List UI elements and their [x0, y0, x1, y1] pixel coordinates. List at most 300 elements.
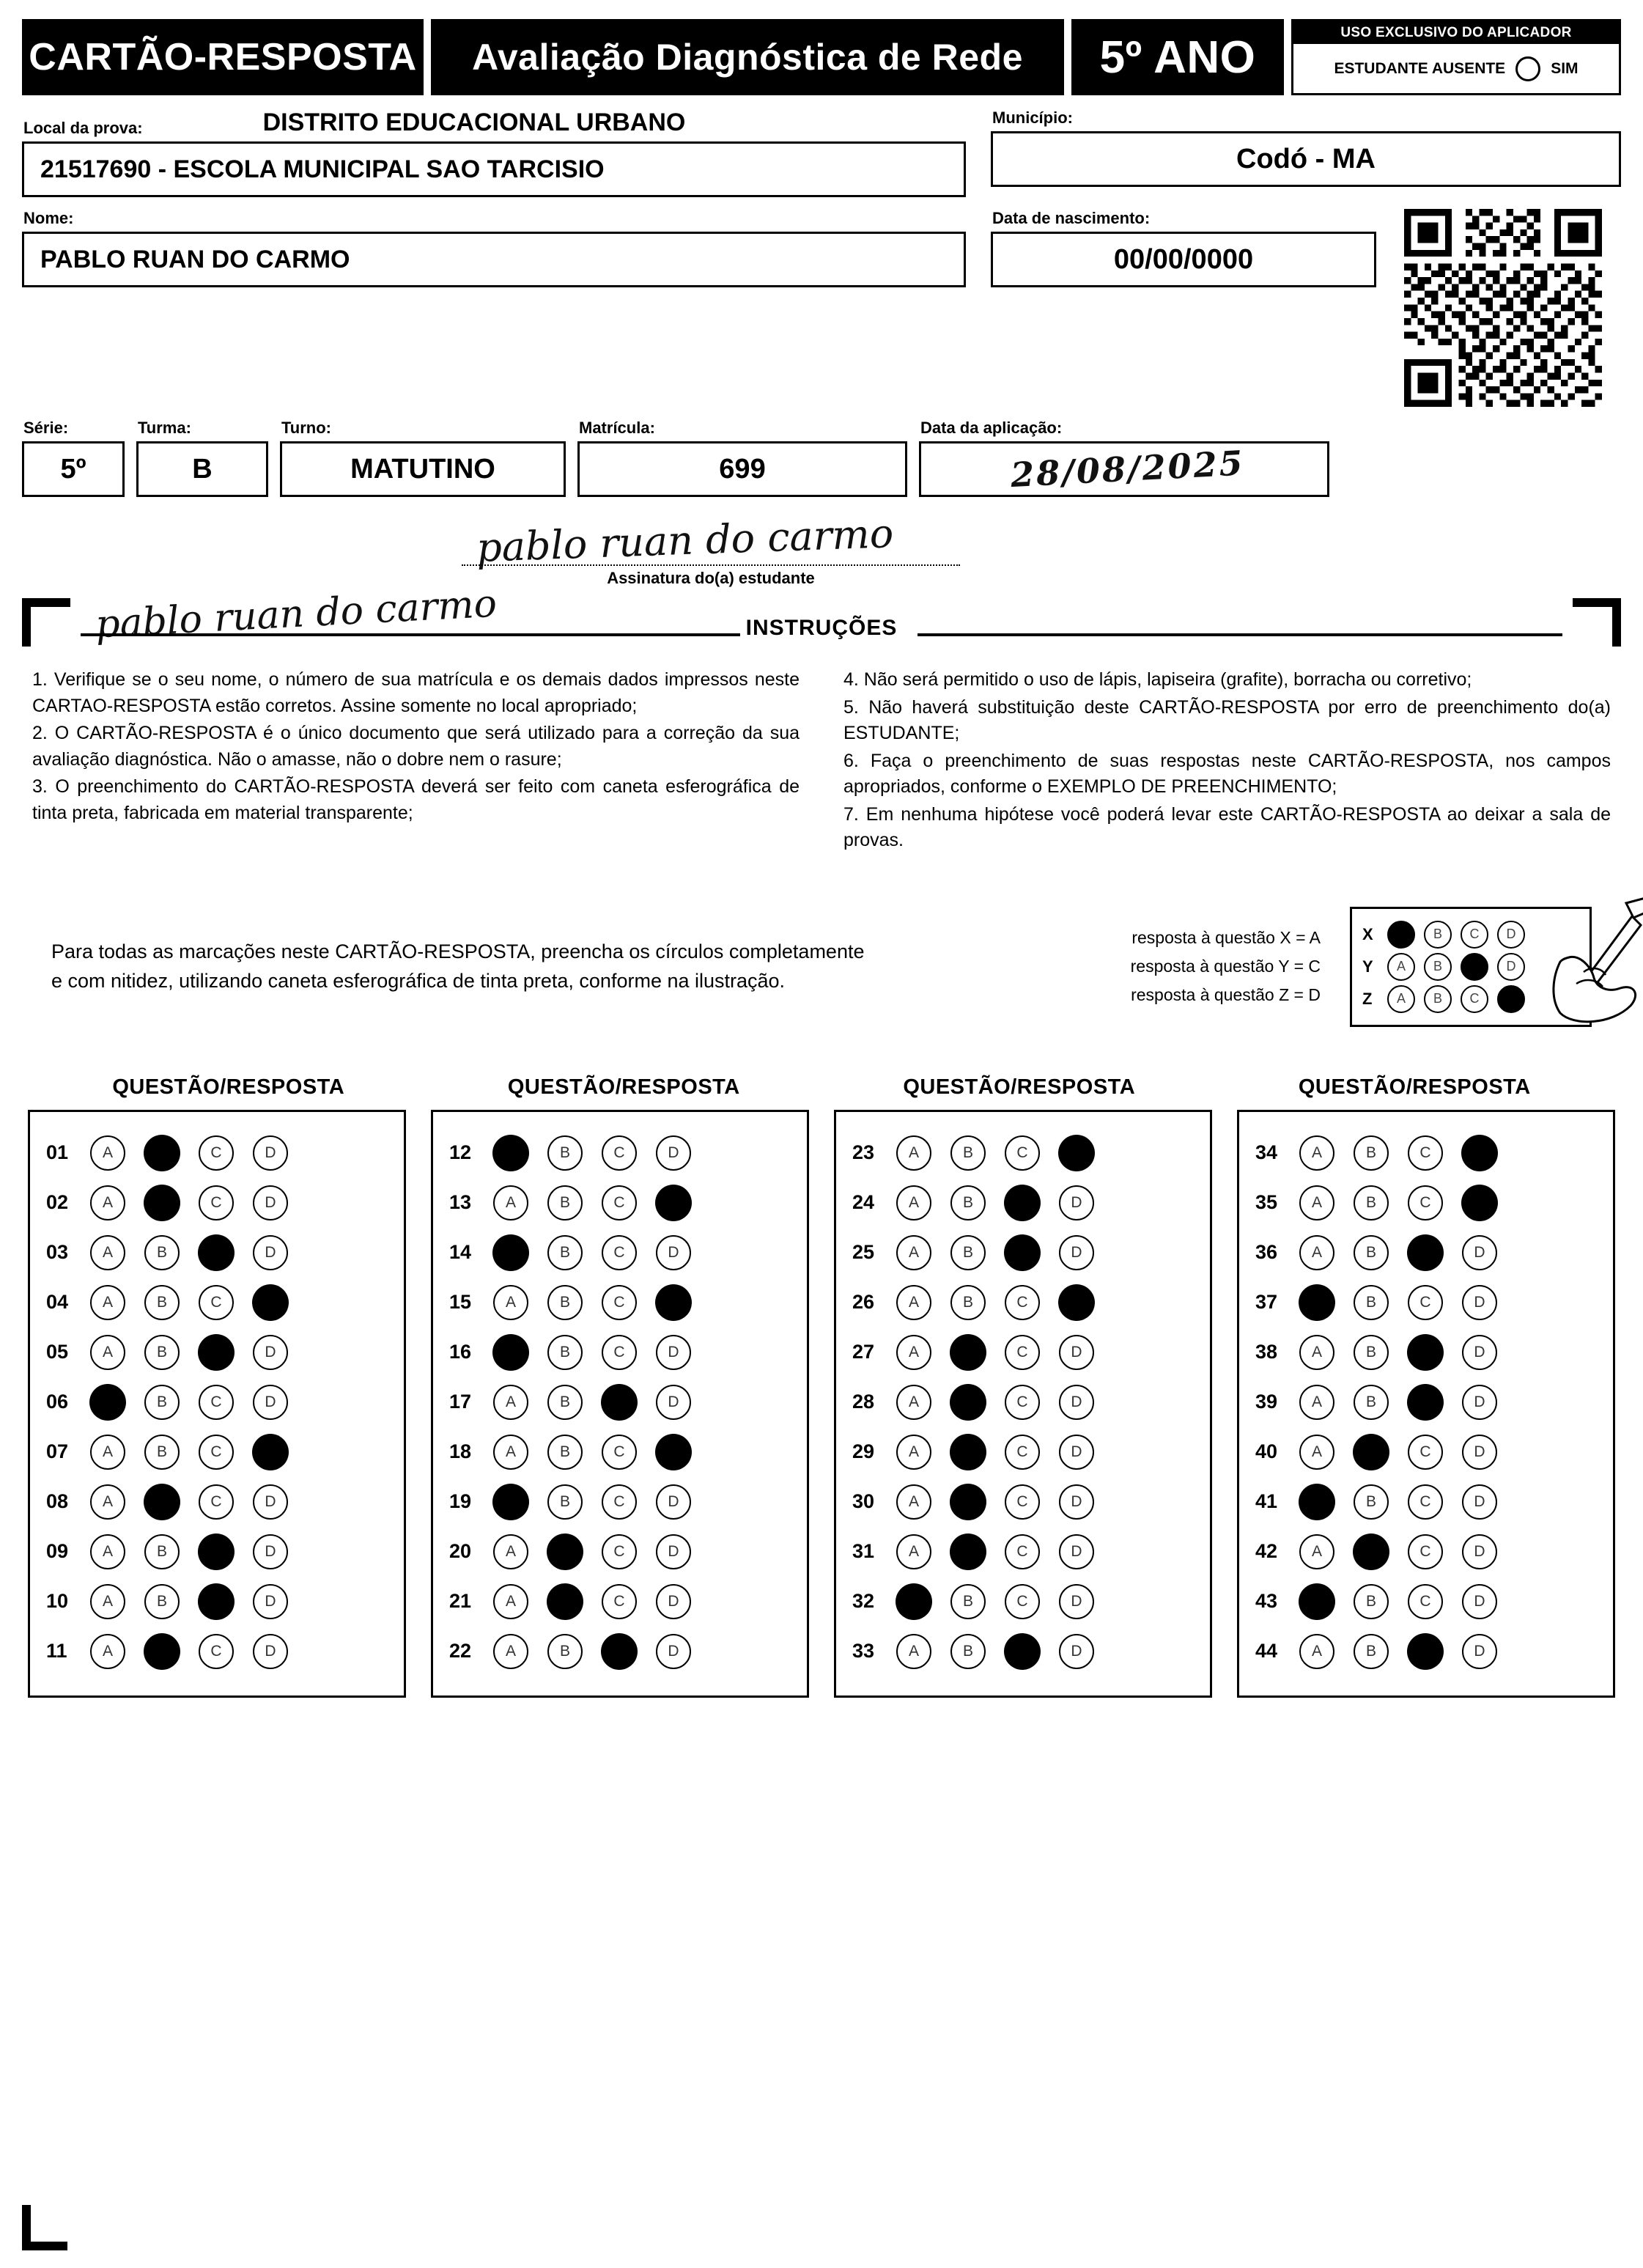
answer-bubble-15-c[interactable]: C — [602, 1285, 637, 1320]
question-row — [445, 1228, 795, 1278]
answer-bubble-23-d[interactable]: D — [1059, 1135, 1094, 1171]
option-bubbles — [1299, 1235, 1497, 1270]
question-number: 35 — [1255, 1191, 1278, 1213]
option-bubbles — [90, 1335, 288, 1370]
question-number: 23 — [852, 1141, 875, 1163]
answer-bubble-44-c[interactable]: C — [1408, 1634, 1443, 1669]
answer-bubble-03-d[interactable]: D — [253, 1235, 288, 1270]
grade-badge: 5º ANO — [1071, 19, 1284, 95]
answer-bubble-12-b[interactable]: B — [547, 1135, 583, 1171]
question-row — [445, 1128, 795, 1178]
answer-bubble-28-a[interactable]: A — [896, 1385, 931, 1420]
answer-bubble-11-c[interactable]: C — [199, 1634, 234, 1669]
example-bubble-c[interactable]: C — [1461, 921, 1488, 949]
instructions-body — [22, 667, 1621, 855]
turma-block — [136, 419, 268, 497]
answer-bubble-07-d[interactable]: D — [253, 1435, 288, 1470]
answer-bubble-33-d[interactable]: D — [1059, 1634, 1094, 1669]
answer-bubble-35-d[interactable]: D — [1462, 1185, 1497, 1220]
answer-bubble-17-a[interactable]: A — [493, 1385, 528, 1420]
answer-bubble-29-c[interactable]: C — [1005, 1435, 1040, 1470]
answer-bubble-21-d[interactable]: D — [656, 1584, 691, 1619]
school-field: 21517690 - ESCOLA MUNICIPAL SAO TARCISIO — [22, 141, 966, 197]
answer-bubble-20-a[interactable]: A — [493, 1534, 528, 1569]
answer-bubble-27-c[interactable]: C — [1005, 1335, 1040, 1370]
question-row — [42, 1627, 392, 1676]
option-bubbles — [493, 1335, 691, 1370]
question-number: 39 — [1255, 1391, 1278, 1413]
answer-bubble-11-a[interactable]: A — [90, 1634, 125, 1669]
answer-bubble-23-b[interactable]: B — [950, 1135, 986, 1171]
answer-bubble-36-d[interactable]: D — [1462, 1235, 1497, 1270]
answer-bubble-26-b[interactable]: B — [950, 1285, 986, 1320]
answer-bubble-42-c[interactable]: C — [1408, 1534, 1443, 1569]
answer-grid-column — [28, 1110, 406, 1698]
answer-bubble-24-b[interactable]: B — [950, 1185, 986, 1220]
question-row — [1251, 1477, 1601, 1527]
example-bubble-a[interactable]: A — [1387, 953, 1415, 981]
answer-bubble-43-c[interactable]: C — [1408, 1584, 1443, 1619]
answer-bubble-24-c[interactable]: C — [1005, 1185, 1040, 1220]
option-bubbles — [90, 1435, 288, 1470]
answer-bubble-40-a[interactable]: A — [1299, 1435, 1334, 1470]
answer-bubble-09-c[interactable]: C — [199, 1534, 234, 1569]
answer-bubble-10-d[interactable]: D — [253, 1584, 288, 1619]
absent-bubble[interactable] — [1515, 56, 1540, 81]
answer-bubble-36-c[interactable]: C — [1408, 1235, 1443, 1270]
answer-bubble-07-b[interactable]: B — [144, 1435, 180, 1470]
answer-bubble-17-b[interactable]: B — [547, 1385, 583, 1420]
option-bubbles — [896, 1185, 1094, 1220]
answer-bubble-05-c[interactable]: C — [199, 1335, 234, 1370]
answer-bubble-18-b[interactable]: B — [547, 1435, 583, 1470]
example-bubble-b[interactable]: B — [1424, 985, 1452, 1013]
option-bubbles — [1299, 1385, 1497, 1420]
option-bubbles — [896, 1135, 1094, 1171]
answer-bubble-05-b[interactable]: B — [144, 1335, 180, 1370]
answer-bubble-35-a[interactable]: A — [1299, 1185, 1334, 1220]
option-bubbles — [896, 1335, 1094, 1370]
example-bubble-a[interactable]: A — [1387, 921, 1415, 949]
signature-dotted-line — [462, 564, 960, 566]
instruction-item: 5. Não haverá substituição deste CARTÃO-RESPOSTA por erro de preenchimento do(a) ESTUDANTE; — [843, 696, 1611, 743]
answer-bubble-02-c[interactable]: C — [199, 1185, 234, 1220]
answer-bubble-16-c[interactable]: C — [602, 1335, 637, 1370]
question-number: 14 — [449, 1241, 472, 1263]
answer-bubble-18-a[interactable]: A — [493, 1435, 528, 1470]
example-row-label: Y — [1362, 957, 1373, 976]
answer-bubble-33-a[interactable]: A — [896, 1634, 931, 1669]
answer-bubble-04-a[interactable]: A — [90, 1285, 125, 1320]
option-bubbles — [1299, 1135, 1497, 1171]
answer-bubble-37-c[interactable]: C — [1408, 1285, 1443, 1320]
example-bubble-b[interactable]: B — [1424, 921, 1452, 949]
question-row — [445, 1278, 795, 1328]
question-number: 02 — [46, 1191, 69, 1213]
answer-bubble-34-a[interactable]: A — [1299, 1135, 1334, 1171]
answer-bubble-20-c[interactable]: C — [602, 1534, 637, 1569]
answer-bubble-08-a[interactable]: A — [90, 1484, 125, 1520]
example-bubble-b[interactable]: B — [1424, 953, 1452, 981]
question-row — [445, 1477, 795, 1527]
answer-bubble-14-a[interactable]: A — [493, 1235, 528, 1270]
option-bubbles — [493, 1584, 691, 1619]
answer-bubble-05-d[interactable]: D — [253, 1335, 288, 1370]
answer-bubble-02-a[interactable]: A — [90, 1185, 125, 1220]
answer-bubble-31-d[interactable]: D — [1059, 1534, 1094, 1569]
answer-bubble-34-d[interactable]: D — [1462, 1135, 1497, 1171]
answer-bubble-03-a[interactable]: A — [90, 1235, 125, 1270]
answer-bubble-19-a[interactable]: A — [493, 1484, 528, 1520]
exam-title: Avaliação Diagnóstica de Rede — [431, 19, 1064, 95]
answer-bubble-20-b[interactable]: B — [547, 1534, 583, 1569]
question-row — [848, 1427, 1198, 1477]
answer-bubble-08-d[interactable]: D — [253, 1484, 288, 1520]
absent-label: ESTUDANTE AUSENTE — [1334, 59, 1506, 77]
option-bubbles — [493, 1534, 691, 1569]
answer-bubble-24-d[interactable]: D — [1059, 1185, 1094, 1220]
answer-bubble-07-c[interactable]: C — [199, 1435, 234, 1470]
answer-bubble-29-b[interactable]: B — [950, 1435, 986, 1470]
answer-bubble-17-c[interactable]: C — [602, 1385, 637, 1420]
answer-bubble-13-b[interactable]: B — [547, 1185, 583, 1220]
answer-bubble-21-c[interactable]: C — [602, 1584, 637, 1619]
signature-area — [22, 510, 1621, 595]
alignment-corner-bottom-left — [22, 2205, 67, 2250]
question-row — [1251, 1527, 1601, 1577]
answer-bubble-33-b[interactable]: B — [950, 1634, 986, 1669]
answer-bubble-04-d[interactable]: D — [253, 1285, 288, 1320]
answer-bubble-11-d[interactable]: D — [253, 1634, 288, 1669]
answer-bubble-17-d[interactable]: D — [656, 1385, 691, 1420]
answer-bubble-30-b[interactable]: B — [950, 1484, 986, 1520]
answer-bubble-23-c[interactable]: C — [1005, 1135, 1040, 1171]
question-row — [1251, 1627, 1601, 1676]
answer-bubble-12-a[interactable]: A — [493, 1135, 528, 1171]
answer-bubble-37-b[interactable]: B — [1354, 1285, 1389, 1320]
answer-bubble-44-a[interactable]: A — [1299, 1634, 1334, 1669]
question-row — [42, 1128, 392, 1178]
answer-bubble-34-c[interactable]: C — [1408, 1135, 1443, 1171]
instructions-column-left — [32, 667, 800, 855]
question-row — [1251, 1128, 1601, 1178]
example-bubble-d[interactable]: D — [1497, 953, 1525, 981]
answer-bubble-26-a[interactable]: A — [896, 1285, 931, 1320]
option-bubbles — [90, 1584, 288, 1619]
answer-bubble-19-c[interactable]: C — [602, 1484, 637, 1520]
answer-bubble-18-d[interactable]: D — [656, 1435, 691, 1470]
example-bubble-d[interactable]: D — [1497, 985, 1525, 1013]
answer-bubble-22-c[interactable]: C — [602, 1634, 637, 1669]
answer-bubble-26-d[interactable]: D — [1059, 1285, 1094, 1320]
answer-bubble-32-b[interactable]: B — [950, 1584, 986, 1619]
local-municipio-section — [22, 108, 1621, 197]
answer-bubble-03-b[interactable]: B — [144, 1235, 180, 1270]
option-bubbles — [896, 1634, 1094, 1669]
answer-bubble-23-a[interactable]: A — [896, 1135, 931, 1171]
answer-bubble-16-b[interactable]: B — [547, 1335, 583, 1370]
answer-bubble-29-d[interactable]: D — [1059, 1435, 1094, 1470]
answer-bubble-22-b[interactable]: B — [547, 1634, 583, 1669]
answer-bubble-20-d[interactable]: D — [656, 1534, 691, 1569]
matricula-label: Matrícula: — [579, 419, 655, 437]
answer-bubble-25-a[interactable]: A — [896, 1235, 931, 1270]
answer-bubble-38-d[interactable]: D — [1462, 1335, 1497, 1370]
answer-bubble-15-b[interactable]: B — [547, 1285, 583, 1320]
answer-bubble-19-b[interactable]: B — [547, 1484, 583, 1520]
answer-bubble-15-d[interactable]: D — [656, 1285, 691, 1320]
answer-bubble-35-c[interactable]: C — [1408, 1185, 1443, 1220]
answer-bubble-31-b[interactable]: B — [950, 1534, 986, 1569]
question-row — [445, 1427, 795, 1477]
answer-bubble-24-a[interactable]: A — [896, 1185, 931, 1220]
question-row — [445, 1577, 795, 1627]
question-number: 41 — [1255, 1490, 1278, 1512]
answer-bubble-14-c[interactable]: C — [602, 1235, 637, 1270]
student-signature: pablo ruan do carmo — [476, 510, 895, 571]
turma-field: B — [136, 441, 268, 497]
answer-bubble-31-c[interactable]: C — [1005, 1534, 1040, 1569]
answer-bubble-16-d[interactable]: D — [656, 1335, 691, 1370]
question-number: 06 — [46, 1391, 69, 1413]
answer-bubble-30-d[interactable]: D — [1059, 1484, 1094, 1520]
answer-bubble-29-a[interactable]: A — [896, 1435, 931, 1470]
option-bubbles — [1299, 1534, 1497, 1569]
question-number: 37 — [1255, 1291, 1278, 1313]
answer-bubble-32-c[interactable]: C — [1005, 1584, 1040, 1619]
instructions-title: INSTRUÇÕES — [745, 616, 898, 640]
aplicacao-handwriting: 28/08/2025 — [1009, 443, 1247, 496]
option-bubbles — [1299, 1285, 1497, 1320]
answer-bubble-41-b[interactable]: B — [1354, 1484, 1389, 1520]
question-row — [848, 1527, 1198, 1577]
answer-bubble-39-d[interactable]: D — [1462, 1385, 1497, 1420]
answer-bubble-44-d[interactable]: D — [1462, 1634, 1497, 1669]
answer-bubble-04-b[interactable]: B — [144, 1285, 180, 1320]
option-bubbles — [90, 1484, 288, 1520]
answer-bubble-39-a[interactable]: A — [1299, 1385, 1334, 1420]
answer-grid-titles — [22, 1075, 1621, 1100]
answer-bubble-10-a[interactable]: A — [90, 1584, 125, 1619]
option-bubbles — [493, 1435, 691, 1470]
answer-bubble-28-b[interactable]: B — [950, 1385, 986, 1420]
answer-bubble-06-d[interactable]: D — [253, 1385, 288, 1420]
answer-bubble-01-a[interactable]: A — [90, 1135, 125, 1171]
nascimento-block — [966, 209, 1376, 407]
option-bubbles — [493, 1385, 691, 1420]
question-number: 17 — [449, 1391, 472, 1413]
serie-label: Série: — [23, 419, 69, 437]
answer-bubble-04-c[interactable]: C — [199, 1285, 234, 1320]
answer-bubble-41-d[interactable]: D — [1462, 1484, 1497, 1520]
question-number: 27 — [852, 1341, 875, 1363]
question-number: 16 — [449, 1341, 472, 1363]
answer-bubble-02-d[interactable]: D — [253, 1185, 288, 1220]
answer-bubble-30-a[interactable]: A — [896, 1484, 931, 1520]
nome-block — [22, 209, 966, 407]
answer-bubble-44-b[interactable]: B — [1354, 1634, 1389, 1669]
question-row — [1251, 1278, 1601, 1328]
answer-bubble-06-c[interactable]: C — [199, 1385, 234, 1420]
option-bubbles — [1299, 1584, 1497, 1619]
answer-bubble-42-a[interactable]: A — [1299, 1534, 1334, 1569]
answer-bubble-42-b[interactable]: B — [1354, 1534, 1389, 1569]
answer-bubble-25-b[interactable]: B — [950, 1235, 986, 1270]
answer-bubble-31-a[interactable]: A — [896, 1534, 931, 1569]
answer-bubble-01-d[interactable]: D — [253, 1135, 288, 1171]
nome-field: PABLO RUAN DO CARMO — [22, 232, 966, 287]
answer-bubble-13-a[interactable]: A — [493, 1185, 528, 1220]
question-row — [445, 1527, 795, 1577]
answer-bubble-27-a[interactable]: A — [896, 1335, 931, 1370]
question-row — [848, 1577, 1198, 1627]
answer-bubble-27-d[interactable]: D — [1059, 1335, 1094, 1370]
answer-bubble-19-d[interactable]: D — [656, 1484, 691, 1520]
question-row — [42, 1178, 392, 1228]
answer-bubble-30-c[interactable]: C — [1005, 1484, 1040, 1520]
answer-bubble-16-a[interactable]: A — [493, 1335, 528, 1370]
serie-block — [22, 419, 125, 497]
answer-bubble-25-c[interactable]: C — [1005, 1235, 1040, 1270]
answer-bubble-43-d[interactable]: D — [1462, 1584, 1497, 1619]
answer-bubble-37-d[interactable]: D — [1462, 1285, 1497, 1320]
answer-grid-column — [1237, 1110, 1615, 1698]
answer-bubble-01-b[interactable]: B — [144, 1135, 180, 1171]
example-bubble-c[interactable]: C — [1461, 953, 1488, 981]
answer-grid-column — [834, 1110, 1212, 1698]
answer-bubble-13-c[interactable]: C — [602, 1185, 637, 1220]
answer-bubble-40-c[interactable]: C — [1408, 1435, 1443, 1470]
answer-bubble-15-a[interactable]: A — [493, 1285, 528, 1320]
answer-bubble-33-c[interactable]: C — [1005, 1634, 1040, 1669]
question-number: 08 — [46, 1490, 69, 1512]
local-block — [22, 108, 966, 197]
answer-bubble-32-d[interactable]: D — [1059, 1584, 1094, 1619]
option-bubbles — [896, 1484, 1094, 1520]
answer-bubble-42-d[interactable]: D — [1462, 1534, 1497, 1569]
answer-bubble-38-a[interactable]: A — [1299, 1335, 1334, 1370]
question-number: 20 — [449, 1540, 472, 1562]
example-bubble-a[interactable]: A — [1387, 985, 1415, 1013]
question-number: 26 — [852, 1291, 875, 1313]
answer-bubble-09-b[interactable]: B — [144, 1534, 180, 1569]
answer-bubble-09-d[interactable]: D — [253, 1534, 288, 1569]
option-bubbles — [1299, 1435, 1497, 1470]
answer-bubble-39-b[interactable]: B — [1354, 1385, 1389, 1420]
question-row — [848, 1178, 1198, 1228]
answer-bubble-41-c[interactable]: C — [1408, 1484, 1443, 1520]
answer-bubble-08-b[interactable]: B — [144, 1484, 180, 1520]
answer-grid[interactable] — [22, 1110, 1621, 1698]
question-number: 24 — [852, 1191, 875, 1213]
answer-bubble-43-b[interactable]: B — [1354, 1584, 1389, 1619]
aplicacao-label: Data da aplicação: — [920, 419, 1063, 437]
example-bubble-c[interactable]: C — [1461, 985, 1488, 1013]
answer-bubble-02-b[interactable]: B — [144, 1185, 180, 1220]
legend-item: resposta à questão X = A — [1131, 927, 1321, 947]
answer-bubble-25-d[interactable]: D — [1059, 1235, 1094, 1270]
answer-bubble-43-a[interactable]: A — [1299, 1584, 1334, 1619]
aplicacao-block — [919, 419, 1329, 497]
aplicacao-field — [919, 441, 1329, 497]
option-bubbles — [1299, 1484, 1497, 1520]
answer-bubble-32-a[interactable]: A — [896, 1584, 931, 1619]
option-bubbles — [90, 1235, 288, 1270]
answer-bubble-41-a[interactable]: A — [1299, 1484, 1334, 1520]
answer-bubble-40-d[interactable]: D — [1462, 1435, 1497, 1470]
answer-bubble-36-b[interactable]: B — [1354, 1235, 1389, 1270]
answer-bubble-38-b[interactable]: B — [1354, 1335, 1389, 1370]
answer-bubble-37-a[interactable]: A — [1299, 1285, 1334, 1320]
question-number: 42 — [1255, 1540, 1278, 1562]
question-number: 21 — [449, 1590, 472, 1612]
answer-bubble-05-a[interactable]: A — [90, 1335, 125, 1370]
answer-bubble-13-d[interactable]: D — [656, 1185, 691, 1220]
answer-bubble-34-b[interactable]: B — [1354, 1135, 1389, 1171]
question-number: 33 — [852, 1640, 875, 1662]
answer-bubble-21-b[interactable]: B — [547, 1584, 583, 1619]
answer-bubble-12-d[interactable]: D — [656, 1135, 691, 1171]
question-row — [1251, 1178, 1601, 1228]
answer-bubble-22-d[interactable]: D — [656, 1634, 691, 1669]
sheet-header — [22, 19, 1621, 95]
answer-bubble-26-c[interactable]: C — [1005, 1285, 1040, 1320]
answer-bubble-10-c[interactable]: C — [199, 1584, 234, 1619]
nascimento-label: Data de nascimento: — [992, 209, 1151, 227]
absent-row — [1293, 44, 1619, 93]
question-row — [1251, 1377, 1601, 1427]
answer-bubble-14-b[interactable]: B — [547, 1235, 583, 1270]
example-row-label: Z — [1362, 989, 1373, 1008]
answer-bubble-38-c[interactable]: C — [1408, 1335, 1443, 1370]
option-bubbles — [90, 1385, 288, 1420]
question-number: 38 — [1255, 1341, 1278, 1363]
signature-caption: Assinatura do(a) estudante — [607, 569, 815, 587]
answer-bubble-06-a[interactable]: A — [90, 1385, 125, 1420]
answer-bubble-40-b[interactable]: B — [1354, 1435, 1389, 1470]
answer-bubble-28-d[interactable]: D — [1059, 1385, 1094, 1420]
answer-bubble-08-c[interactable]: C — [199, 1484, 234, 1520]
turma-label: Turma: — [138, 419, 191, 437]
example-bubble-d[interactable]: D — [1497, 921, 1525, 949]
answer-bubble-14-d[interactable]: D — [656, 1235, 691, 1270]
question-row — [848, 1627, 1198, 1676]
question-row — [848, 1228, 1198, 1278]
student-signature-secondary: pablo ruan do carmo — [94, 581, 498, 647]
answer-bubble-07-a[interactable]: A — [90, 1435, 125, 1470]
option-bubbles — [90, 1135, 288, 1171]
question-row — [42, 1278, 392, 1328]
answer-bubble-11-b[interactable]: B — [144, 1634, 180, 1669]
answer-bubble-28-c[interactable]: C — [1005, 1385, 1040, 1420]
answer-bubble-39-c[interactable]: C — [1408, 1385, 1443, 1420]
answer-bubble-09-a[interactable]: A — [90, 1534, 125, 1569]
answer-bubble-27-b[interactable]: B — [950, 1335, 986, 1370]
question-number: 36 — [1255, 1241, 1278, 1263]
answer-bubble-12-c[interactable]: C — [602, 1135, 637, 1171]
answer-bubble-35-b[interactable]: B — [1354, 1185, 1389, 1220]
answer-bubble-01-c[interactable]: C — [199, 1135, 234, 1171]
answer-bubble-36-a[interactable]: A — [1299, 1235, 1334, 1270]
answer-bubble-18-c[interactable]: C — [602, 1435, 637, 1470]
answer-bubble-06-b[interactable]: B — [144, 1385, 180, 1420]
answer-bubble-21-a[interactable]: A — [493, 1584, 528, 1619]
answer-bubble-10-b[interactable]: B — [144, 1584, 180, 1619]
option-bubbles — [896, 1435, 1094, 1470]
option-bubbles — [90, 1634, 288, 1669]
answer-bubble-22-a[interactable]: A — [493, 1634, 528, 1669]
answer-bubble-03-c[interactable]: C — [199, 1235, 234, 1270]
